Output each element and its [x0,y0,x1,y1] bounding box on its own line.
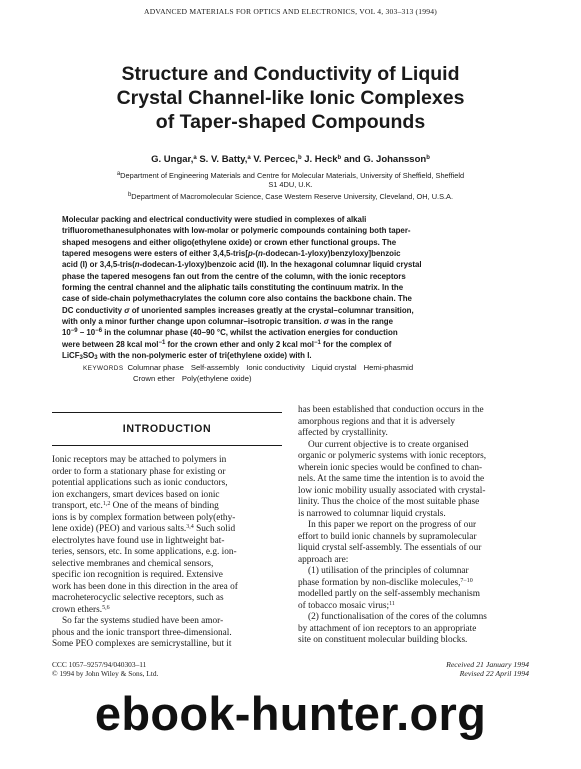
body-line: amorphous regions and that it is adversely [298,416,455,427]
body-line: of tobacco mosaic virus;$^{11}$ [298,600,395,611]
body-line: (2) functionalisation of the cores of the columns [308,612,487,622]
abstract-line: case of side-chain polymethacrylates the column core also contains the backbone chain. The [62,294,412,304]
body-line: electrolytes have found use in lightweight bat- [52,535,225,546]
body-line: site on constituent molecular building blocks. [298,635,468,645]
body-line: selective membranes and chemical sensors, [52,558,214,569]
abstract-line: $LiCF_3SO_3$ with the non-polymeric ester of tri(ethylene oxide) with I. [62,351,312,362]
affil-marker: a [247,155,251,161]
author: G. Ungar, [151,154,194,165]
body-line: Some PEO complexes are semicrystalline, but it [52,639,232,649]
paper-title [40,62,541,134]
abstract-line: DC conductivity σ of unoriented samples increases greatly at the crystal–columnar transition, [62,305,414,315]
received-date: Received 21 January 1994 [446,660,529,669]
abstract-line: trifluoromethanesulphonates with low-molar or polymeric compounds containing both taper- [62,226,411,236]
revised-date: Revised 22 April 1994 [459,669,529,679]
body-line: In this paper we report on the progress of our [308,520,477,530]
author: J. Heck [301,154,338,165]
watermark: ebook-hunter.org [94,687,487,740]
body-line: ions is by complex formation between poly(ethy- [52,512,236,523]
body-line: ion exchangers, smart devices based on ionic [52,489,220,500]
affiliation-text: S1 4DU, U.K. [268,180,313,190]
abstract-line: with only a minor further change upon columnar–isotropic transition. σ was in the range [62,317,394,327]
body-line: wherein ionic species would be confined to chan- [298,462,483,473]
abstract-line: phase the tapered mesogens fan out from the centre of the column, with the ionic receptors [62,271,406,281]
body-line: nels. At the same time the intention is to avoid the [298,474,485,484]
affil-marker: b [337,155,342,161]
body-line: phous and the ionic transport three-dimensional. [52,627,232,638]
keyword: Columnar phase [127,363,184,372]
body-line: organic or polymeric systems with ionic receptors, [298,451,487,461]
body-line: macroheterocyclic selective receptors, such as [52,593,224,603]
footer-copyright [52,660,158,678]
body-line: low ionic mobility usually associated with crystal- [298,485,486,496]
body-line: (1) utilisation of the principles of columnar [308,566,469,576]
keywords-label: KEYWORDS [83,365,124,372]
keyword: Liquid crystal [311,363,357,372]
title-line: of Taper-shaped Compounds [155,111,426,133]
affiliation-text: Department of Macromolecular Science, Case Western Reserve University, Cleveland, OH, U.S.A. [131,192,454,201]
affil-marker: b [127,192,132,198]
keyword: Hemi-phasmid [363,363,414,372]
body-line: specific ion recognition is required. Extensive [52,570,223,580]
body-line: approach are: [298,554,349,565]
title-line: Structure and Conductivity of Liquid [121,63,460,85]
body-line: Ionic receptors may be attached to polymers in [52,455,227,465]
body-line: order to form a stationary phase for existing or [52,466,226,477]
abstract-line: shaped mesogens and either oligo(ethylene oxide) or crown ether functional groups. The [62,237,397,247]
affil-marker: b [297,155,302,161]
body-line: affected by crystallinity. [298,428,388,438]
body-line: by attachment of ion receptors to an appropriate [298,623,477,634]
body-line: liquid crystal self-assembly. The essentials of our [298,543,482,553]
abstract-line: $10^{-9} - 10^{-6}$ in the columnar phase (40–90 °C, whilst the activation energies for conduction [62,328,398,338]
affil-marker: a [116,171,121,177]
section-heading: INTRODUCTION [122,423,212,435]
keyword: Poly(ethylene oxide) [181,374,252,384]
ccc-code: CCC 1057–9257/94/040303–11 [52,660,147,669]
abstract-line: acid (I) or 3,4,5-tris(n-dodecan-1-yloxy)benzoic acid (II). In the hexagonal columnar liquid crystal [62,260,422,270]
body-column-left [52,455,288,651]
footer-dates [446,660,529,678]
keyword: Ionic conductivity [246,363,305,372]
body-line: teries, sensors, etc. In some applications, e.g. ion- [52,547,237,557]
body-line: phase formation by non-disclike molecules,$^{7-10}$ [298,577,473,588]
body-column-right [298,405,534,647]
body-line: linity. Thus the choice of the most suitable phase [298,497,480,507]
author-list [0,154,581,165]
abstract [62,214,528,361]
affiliation-b [60,192,521,201]
body-line: lene oxide) (PEO) and various salts.$^{3,4}$ Such solid [52,524,236,534]
copyright-line: © 1994 by John Wiley & Sons, Ltd. [52,669,159,678]
abstract-line: Molecular packing and electrical conductivity were studied in complexes of alkali [62,215,367,224]
section-heading-box [52,412,282,446]
body-line: Our current objective is to create organised [308,439,469,450]
keyword: Self-assembly [190,363,240,372]
body-line: potential applications such as ionic conductors, [52,478,228,488]
body-line: transport, etc.$^{1,2}$ One of the means of binding [52,501,219,511]
body-line: work has been done in this direction in the area of [52,581,238,592]
affil-marker: b [426,155,430,161]
affil-marker: a [193,155,197,161]
body-line: has been established that conduction occurs in the [298,405,484,415]
keyword: Crown ether [133,374,175,384]
abstract-line: forming the central channel and the aliphatic tails constituting the continuum matrix. In the [62,283,404,293]
affiliation-text: Department of Engineering Materials and Centre for Molecular Materials, University of Sheffield, Sheffield [120,171,465,180]
body-line: So far the systems studied have been amor- [62,616,224,626]
body-line: is narrowed to columnar liquid crystals. [298,508,446,519]
author: and G. Johansson [341,154,427,165]
body-line: modelled partly on the self-assembly mechanism [298,589,481,599]
body-line: crown ethers.$^{5,6}$ [52,604,110,615]
author: V. Percec, [250,154,298,165]
affiliation-a [60,171,521,190]
keywords [83,363,523,385]
abstract-line: tapered mesogens were esters of either 3,4,5-tris[p-(n-dodecan-1-yloxy)benzyloxy]benzoic [62,249,401,259]
running-head: ADVANCED MATERIALS FOR OPTICS AND ELECTRONICS, VOL 4, 303–313 (1994) [144,7,437,16]
title-line: Crystal Channel-like Ionic Complexes [116,87,465,109]
author: S. V. Batty, [196,154,248,165]
abstract-line: were between 28 kcal mol$^{-1}$ for the crown ether and only 2 kcal mol$^{-1}$ for the complex of [62,339,392,349]
body-line: effort to build ionic channels by supramolecular [298,531,477,542]
